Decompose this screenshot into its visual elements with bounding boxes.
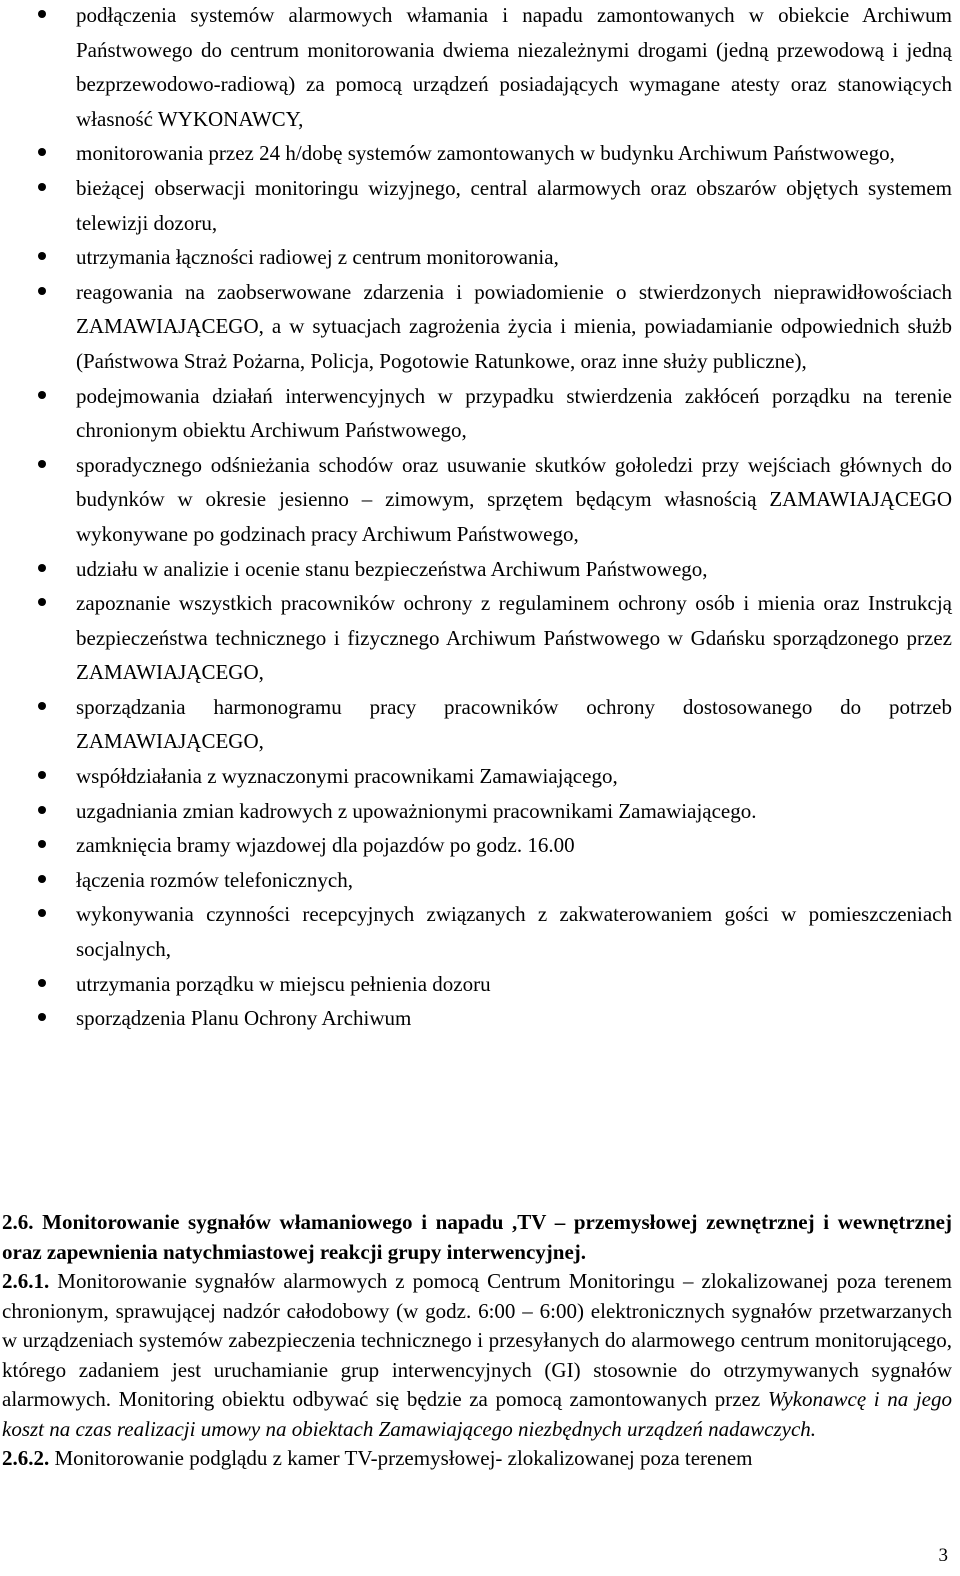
bullet-icon <box>38 979 46 987</box>
section-2-6 <box>2 1208 952 1474</box>
paragraph-text: Monitorowanie sygnałów alarmowych z pomocą Centrum Monitoringu – zlokalizowanej poza terenem chronionym, sprawującej nadzór całodobowy (w godz. 6:00 – 6:00) elektronicznych sygnałów przetwarzanych w urządzeniach systemów zabezpieczenia technicznego i przesyłanych do alarmowego centrum monitorującego, którego zadaniem jest uruchamianie grup interwencyjnych (GI) stosownie do otrzymywanych sygnałów alarmowych. Monitoring obiektu odbywać się będzie za pomocą zamontowanych przez <box>2 1269 952 1411</box>
list-item-text: utrzymania łączności radiowej z centrum monitorowania, <box>76 245 559 270</box>
bullet-icon <box>38 148 46 156</box>
list-item <box>0 0 960 136</box>
paragraph-text: Monitorowanie podglądu z kamer TV-przemysłowej- zlokalizowanej poza terenem <box>49 1446 753 1470</box>
list-item <box>0 240 960 275</box>
bullet-icon <box>38 10 46 18</box>
list-item <box>0 828 960 863</box>
list-item-text: podłączenia systemów alarmowych włamania i napadu zamontowanych w obiekcie Archiwum Państwowego do centrum monitorowania dwiema niezależnymi drogami (jedną przewodową i jedną bezprzewodowo-radiową) za pomocą urządzeń posiadających wymagane atesty oraz stanowiących własność WYKONAWCY, <box>76 3 952 131</box>
list-item <box>0 690 960 759</box>
bullet-icon <box>38 598 46 606</box>
paragraph-number: 2.6.1. <box>2 1269 50 1293</box>
section-heading: 2.6. Monitorowanie sygnałów włamaniowego i napadu ,TV – przemysłowej zewnętrznej i wewnętrznej oraz zapewnienia natychmiastowej reakcji grupy interwencyjnej. <box>2 1210 952 1264</box>
list-item-text: monitorowania przez 24 h/dobę systemów zamontowanych w budynku Archiwum Państwowego, <box>76 141 895 166</box>
bullet-icon <box>38 875 46 883</box>
list-item <box>0 759 960 794</box>
list-item <box>0 171 960 240</box>
list-item <box>0 275 960 379</box>
list-item <box>0 1001 960 1036</box>
list-item-text: sporządzenia Planu Ochrony Archiwum <box>76 1006 412 1031</box>
list-item-text: zapoznanie wszystkich pracowników ochrony z regulaminem ochrony osób i mienia oraz Instrukcją bezpieczeństwa technicznego i fizycznego Archiwum Państwowego w Gdańsku sporządzonego przez ZAMAWIAJĄCEGO, <box>76 591 952 685</box>
paragraph-number: 2.6.2. <box>2 1446 50 1470</box>
bullet-icon <box>38 460 46 468</box>
list-item-text: udziału w analizie i ocenie stanu bezpieczeństwa Archiwum Państwowego, <box>76 556 708 581</box>
bullet-icon <box>38 287 46 295</box>
list-item <box>0 136 960 171</box>
bullet-icon <box>38 1013 46 1021</box>
list-item-text: współdziałania z wyznaczonymi pracownikami Zamawiającego, <box>76 764 618 789</box>
list-item-text: bieżącej obserwacji monitoringu wizyjnego, central alarmowych oraz obszarów objętych systemem telewizji dozoru, <box>76 175 952 235</box>
list-item-text: uzgadniania zmian kadrowych z upoważnionymi pracownikami Zamawiającego. <box>76 798 757 823</box>
list-item-text: sporadycznego odśnieżania schodów oraz usuwanie skutków gołoledzi przy wejściach głównych do budynków w okresie jesienno – zimowym, sprzętem będącym własnością ZAMAWIAJĄCEGO wykonywane po godzinach pracy Archiwum Państwowego, <box>76 452 952 546</box>
paragraph-2-6-1 <box>2 1267 952 1444</box>
bullet-icon <box>38 840 46 848</box>
page-number: 3 <box>938 1545 948 1566</box>
list-item <box>0 863 960 898</box>
bullet-icon <box>38 252 46 260</box>
list-item <box>0 967 960 1002</box>
list-item <box>0 448 960 552</box>
bullet-icon <box>38 806 46 814</box>
list-item <box>0 586 960 690</box>
bullet-icon <box>38 391 46 399</box>
list-item-text: sporządzania harmonogramu pracy pracowników ochrony dostosowanego do potrzeb ZAMAWIAJĄCEGO, <box>76 694 952 754</box>
list-item-text: reagowania na zaobserwowane zdarzenia i powiadomienie o stwierdzonych nieprawidłowościach ZAMAWIAJĄCEGO, a w sytuacjach zagrożenia życia i mienia, powiadamianie odpowiednich służb (Państwowa Straż Pożarna, Policja, Pogotowie Ratunkowe, oraz inne służy publiczne), <box>76 279 952 373</box>
bullet-icon <box>38 909 46 917</box>
list-item-text: podejmowania działań interwencyjnych w przypadku stwierdzenia zakłóceń porządku na terenie chronionym obiektu Archiwum Państwowego, <box>76 383 952 443</box>
list-item-text: wykonywania czynności recepcyjnych związanych z zakwaterowaniem gości w pomieszczeniach socjalnych, <box>76 902 952 962</box>
list-item <box>0 897 960 966</box>
paragraph-italic-text: Wykonawcę i na jego koszt na czas realizacji umowy na obiektach Zamawiającego niezbędnych urządzeń nadawczych. <box>2 1387 952 1441</box>
list-item-text: łączenia rozmów telefonicznych, <box>76 867 353 892</box>
bullet-icon <box>38 564 46 572</box>
list-item <box>0 794 960 829</box>
bullet-icon <box>38 702 46 710</box>
list-item <box>0 379 960 448</box>
list-item <box>0 552 960 587</box>
list-item-text: zamknięcia bramy wjazdowej dla pojazdów po godz. 16.00 <box>76 833 575 858</box>
bullet-icon <box>38 771 46 779</box>
list-item-text: utrzymania porządku w miejscu pełnienia dozoru <box>76 971 491 996</box>
paragraph-2-6-2 <box>2 1444 952 1474</box>
bullet-icon <box>38 183 46 191</box>
